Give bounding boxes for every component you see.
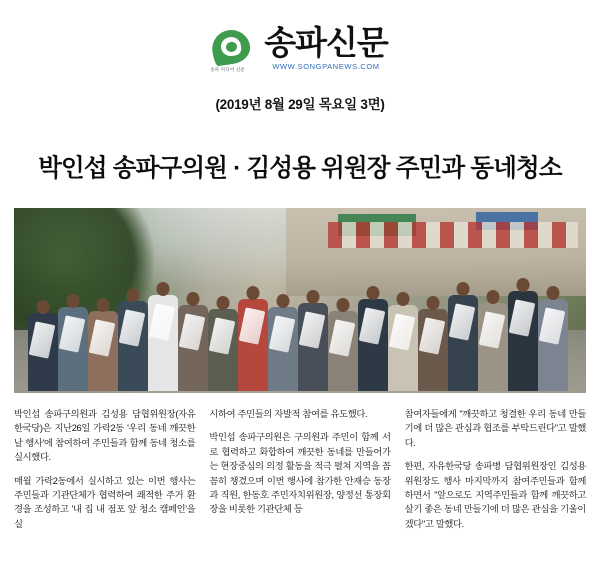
paper-title: 송파신문: [264, 23, 388, 62]
paper-url: WWW.SONGPANEWS.COM: [272, 62, 380, 71]
green-leaf-logo-icon: [212, 28, 254, 70]
paragraph: 참여자들에게 "깨끗하고 청결한 우리 동네 만들기에 더 많은 관심과 협조를 부탁드린다"고 말했다.: [404, 409, 586, 448]
article-body: [14, 407, 586, 531]
masthead: [0, 0, 600, 71]
photo-image: [14, 208, 586, 393]
masthead-text: [264, 23, 388, 71]
headline: 박인섭 송파구의원 · 김성용 위원장 주민과 동네청소: [38, 155, 562, 182]
article-column-3: [405, 407, 586, 531]
paragraph: 박인섭 송파구의원은 구의원과 주민이 함께 서로 협력하고 화합하여 깨끗한 동네를 만들어가는 현장중심의 의정 활동을 적극 펼쳐 지역을 꼼꼼히 챙겼으며 이번 행사에 참가한 안재승 동장과 직원, 한동호 주민자치위원장, 양정선 통장회장을 비롯한 기관단체 등: [209, 432, 391, 515]
dateline: (2019년 8월 29일 목요일 3면): [215, 97, 385, 112]
paragraph: 매월 가락2동에서 실시하고 있는 이번 행사는 주민들과 기관단체가 협력하여 쾌적한 주거 환경을 조성하고 '내 집 내 점포 앞 청소 캠페인'을 실: [14, 475, 196, 529]
paragraph: 시하여 주민들의 자발적 참여를 유도했다.: [209, 409, 368, 419]
article-column-1: [14, 407, 195, 531]
article-column-2: [209, 407, 390, 531]
paragraph: 한편, 자유한국당 송파병 담협위원장인 김성용 위원장도 행사 마지막까지 참여주민들과 함께하면서 "앞으로도 지역주민들과 함께 깨끗하고 살기 좋은 동네 만들기에 더 많은 관심을 기울이겠다"고 말했다.: [404, 461, 586, 529]
logo-caption: 송파 미디어 신문: [210, 66, 245, 72]
paragraph: 박인섭 송파구의원과 김성용 담협위원장(자유한국당)은 지난26일 가락2동 '우리 동네 깨끗한 날 행사'에 참여하여 주민들과 함께 동네 청소를 실시했다.: [14, 409, 196, 463]
photo-crowd: [24, 260, 580, 391]
photo-awning: [328, 222, 578, 248]
article-photo: [14, 208, 586, 393]
